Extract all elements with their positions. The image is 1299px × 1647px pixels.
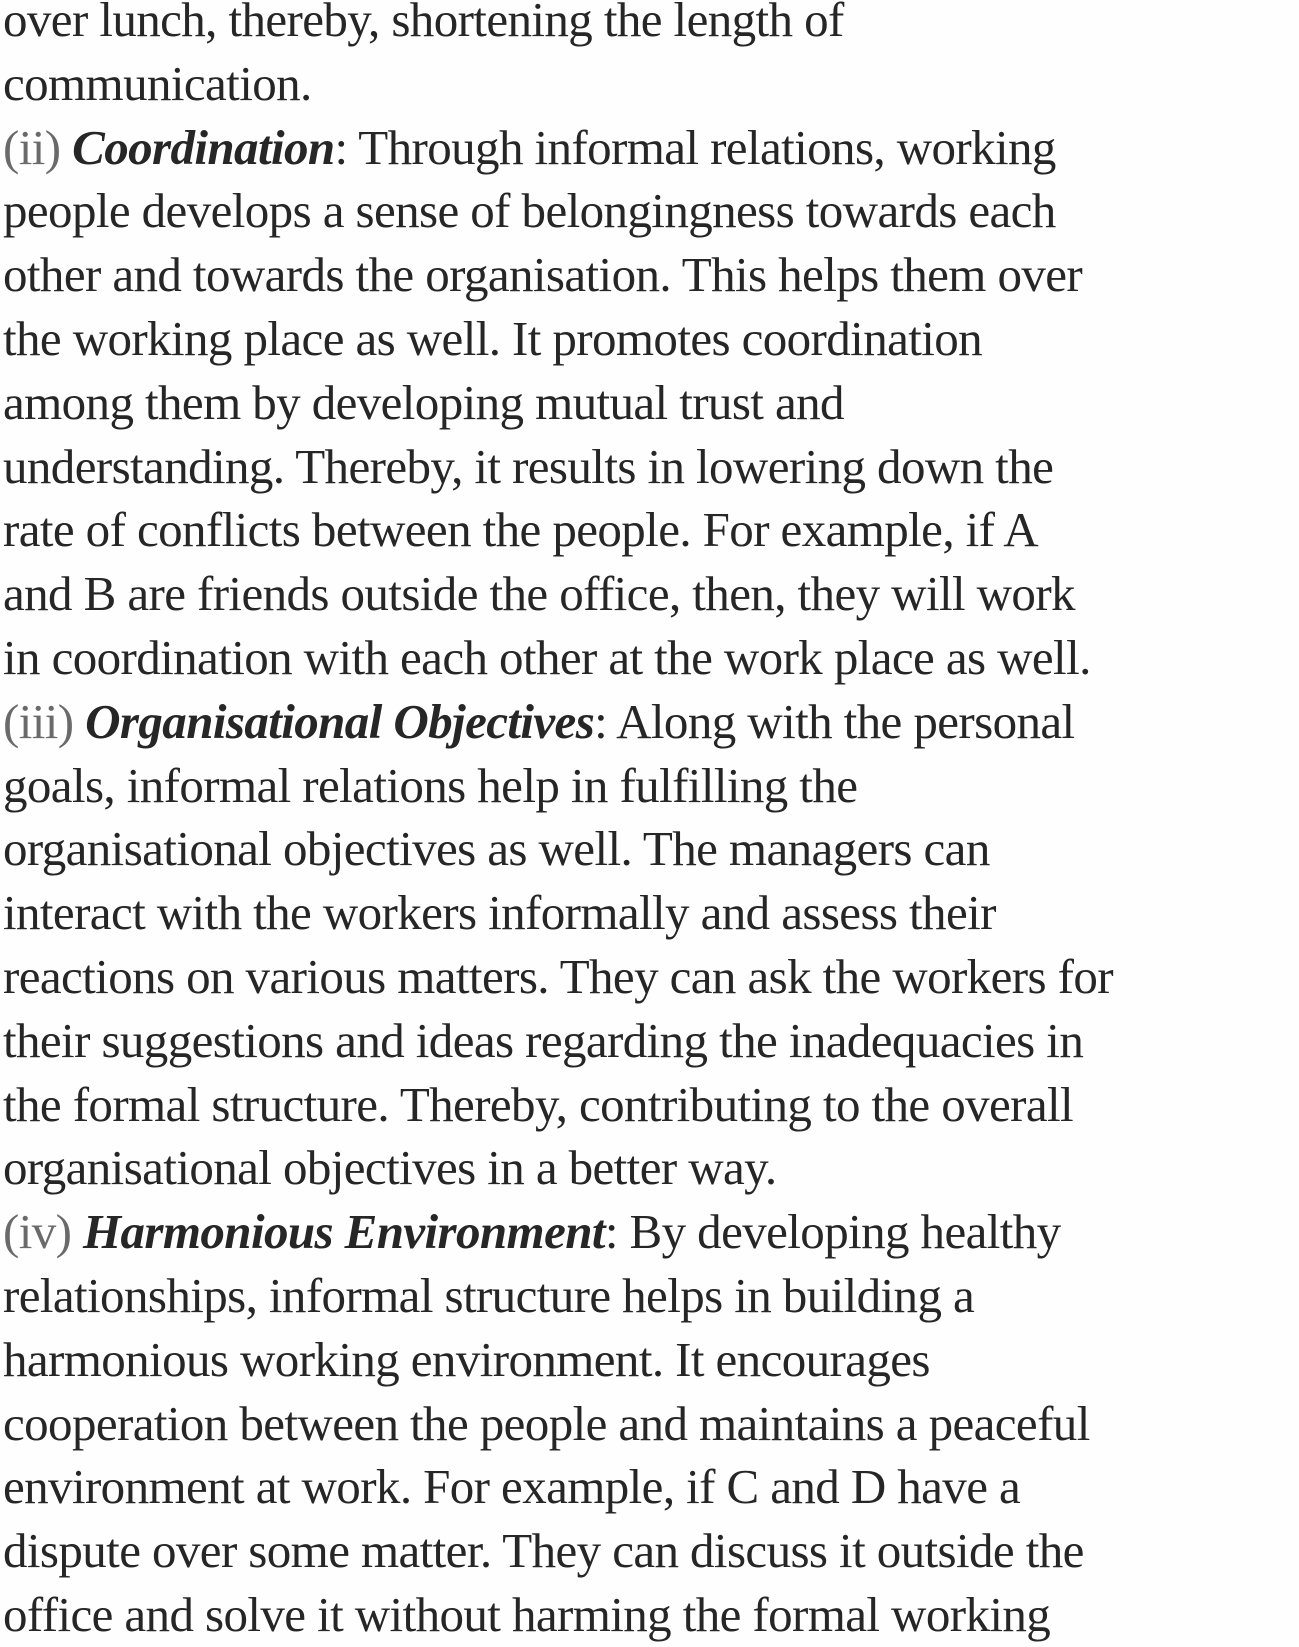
text-line [3, 881, 1299, 945]
list-item-marker: (ii) [3, 119, 73, 175]
line-segment: organisational objectives in a better way. [3, 1140, 777, 1196]
text-line [3, 1009, 1299, 1073]
text-line [3, 1519, 1299, 1583]
line-segment: cooperation between the people and maintains a peaceful [3, 1395, 1090, 1451]
text-line [3, 1583, 1299, 1647]
text-line [3, 1136, 1299, 1200]
text-line [3, 371, 1299, 435]
line-segment: among them by developing mutual trust and [3, 374, 844, 430]
text-line [3, 1264, 1299, 1328]
text-line [3, 307, 1299, 371]
text-line [3, 817, 1299, 881]
text-line [3, 1200, 1299, 1264]
text-line [3, 243, 1299, 307]
line-segment: environment at work. For example, if C and D have a [3, 1459, 1021, 1515]
text-line [3, 498, 1299, 562]
line-segment: over lunch, thereby, shortening the length of [3, 0, 844, 47]
line-segment: communication. [3, 55, 312, 111]
line-segment: goals, informal relations help in fulfilling the [3, 757, 858, 813]
text-line [3, 754, 1299, 818]
text-line [3, 626, 1299, 690]
line-segment: organisational objectives as well. The managers can [3, 821, 990, 877]
line-segment: : Through informal relations, working [334, 119, 1056, 175]
text-line [3, 945, 1299, 1009]
text-line [3, 562, 1299, 626]
line-segment: people develops a sense of belongingness towards each [3, 183, 1056, 239]
line-segment: other and towards the organisation. This helps them over [3, 247, 1083, 303]
line-segment: reactions on various matters. They can ask the workers for [3, 948, 1113, 1004]
text-line [3, 179, 1299, 243]
line-segment: : By developing healthy [604, 1204, 1061, 1260]
term-heading: Coordination [72, 119, 335, 175]
text-line [3, 52, 1299, 116]
text-line [3, 1073, 1299, 1137]
line-segment: : Along with the personal [594, 693, 1075, 749]
text-line [3, 116, 1299, 180]
line-segment: interact with the workers informally and assess their [3, 885, 996, 941]
term-heading: Organisational Objectives [85, 693, 595, 749]
line-segment: relationships, informal structure helps in building a [3, 1267, 975, 1323]
line-segment: rate of conflicts between the people. For example, if A [3, 502, 1039, 558]
line-segment: the formal structure. Thereby, contributing to the overall [3, 1076, 1074, 1132]
text-line [3, 1455, 1299, 1519]
line-segment: understanding. Thereby, it results in lowering down the [3, 438, 1054, 494]
list-item-marker: (iii) [3, 693, 86, 749]
list-item-marker: (iv) [3, 1204, 83, 1260]
text-line [3, 435, 1299, 499]
line-segment: their suggestions and ideas regarding the inadequacies in [3, 1012, 1084, 1068]
text-line [3, 690, 1299, 754]
line-segment: the working place as well. It promotes coordination [3, 310, 983, 366]
line-segment: dispute over some matter. They can discuss it outside the [3, 1523, 1084, 1579]
line-segment: in coordination with each other at the work place as well. [3, 629, 1091, 685]
text-line [3, 1392, 1299, 1456]
line-segment: office and solve it without harming the formal working [3, 1586, 1051, 1642]
line-segment: harmonious working environment. It encourages [3, 1331, 930, 1387]
text-line [3, 1328, 1299, 1392]
term-heading: Harmonious Environment [83, 1204, 605, 1260]
text-line [3, 0, 1299, 52]
line-segment: and B are friends outside the office, then, they will work [3, 566, 1075, 622]
